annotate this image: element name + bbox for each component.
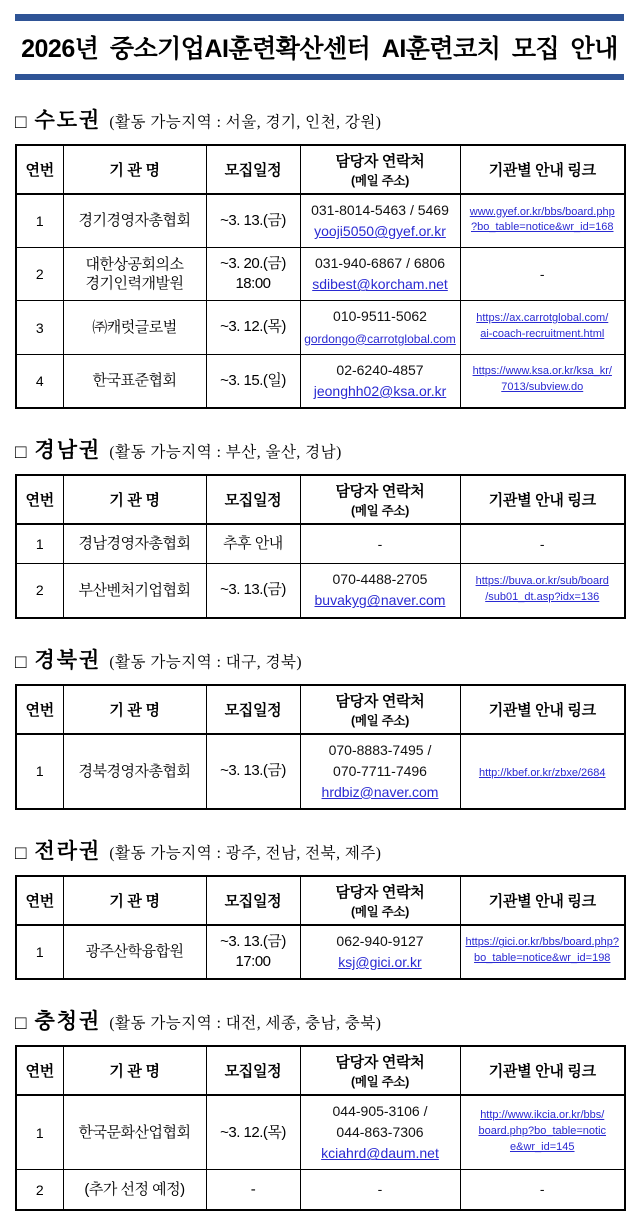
section-name: 충청권 bbox=[34, 1009, 102, 1034]
schedule-line: ~3. 12.(목) bbox=[220, 1123, 286, 1141]
org-link-line: ?bo_table=notice&wr_id=168 bbox=[470, 221, 614, 234]
cell-org-name bbox=[63, 354, 206, 408]
cell-schedule bbox=[206, 248, 300, 301]
cell-org-link bbox=[460, 524, 625, 564]
table-header-row bbox=[16, 1046, 625, 1095]
header-contact bbox=[300, 475, 460, 524]
table-header bbox=[16, 475, 625, 524]
schedule-line: - bbox=[250, 1180, 256, 1198]
cell-row-number: 2 bbox=[16, 1170, 63, 1210]
table-body bbox=[16, 1095, 625, 1210]
schedule-line: 18:00 bbox=[235, 275, 271, 293]
table-row bbox=[16, 1170, 625, 1210]
page-title: 2026년 중소기업AI훈련확산센터 AI훈련코치 모집 안내 bbox=[21, 35, 618, 63]
org-link-line: http://kbef.or.kr/zbxe/2684 bbox=[478, 766, 606, 779]
header-schedule: 모집일정 bbox=[206, 475, 300, 524]
cell-schedule bbox=[206, 925, 300, 979]
contact-phone: 010-9511-5062 bbox=[333, 308, 427, 325]
cell-row-number: 1 bbox=[16, 1095, 63, 1170]
section-name: 경북권 bbox=[34, 647, 102, 672]
org-link-line: http://www.ikcia.or.kr/bbs/ bbox=[480, 1109, 605, 1122]
cell-row-number: 4 bbox=[16, 354, 63, 408]
header-contact-line2: (메일 주소) bbox=[351, 713, 409, 728]
schedule-line: ~3. 13.(금) bbox=[220, 762, 286, 780]
contact-phone: 062-940-9127 bbox=[336, 932, 424, 949]
cell-org-name bbox=[63, 564, 206, 618]
cell-org-name bbox=[63, 194, 206, 248]
cell-org-name bbox=[63, 248, 206, 301]
org-name-line: 한국표준협회 bbox=[92, 372, 177, 390]
title-top-rule bbox=[15, 14, 624, 21]
schedule-line: ~3. 13.(금) bbox=[220, 211, 286, 229]
schedule-line: ~3. 13.(금) bbox=[220, 581, 286, 599]
email-link[interactable]: sdibest@korcham.net bbox=[312, 276, 448, 293]
cell-org-link bbox=[460, 301, 625, 354]
cell-row-number: 3 bbox=[16, 301, 63, 354]
email-link[interactable]: yooji5050@gyef.or.kr bbox=[314, 223, 446, 240]
schedule-line: ~3. 20.(금) bbox=[220, 255, 286, 273]
table-body bbox=[16, 194, 625, 408]
org-link-line: https://ax.carrotglobal.com/ bbox=[476, 311, 609, 324]
table-row bbox=[16, 301, 625, 354]
org-name-line: (추가 선정 예정) bbox=[84, 1180, 185, 1198]
table-row bbox=[16, 248, 625, 301]
cell-contact bbox=[300, 1095, 460, 1170]
cell-org-name bbox=[63, 925, 206, 979]
cell-schedule bbox=[206, 524, 300, 564]
checkbox-square-icon: □ bbox=[15, 1013, 27, 1035]
section-heading bbox=[15, 434, 624, 464]
region-section-chungcheong bbox=[15, 1005, 624, 1211]
cell-org-link bbox=[460, 1095, 625, 1170]
link-empty-dash: - bbox=[539, 535, 545, 552]
header-org: 기 관 명 bbox=[63, 1046, 206, 1095]
cell-org-name bbox=[63, 1095, 206, 1170]
org-name-line: 경북경영자총협회 bbox=[78, 762, 191, 780]
header-org: 기 관 명 bbox=[63, 475, 206, 524]
header-link: 기관별 안내 링크 bbox=[460, 876, 625, 925]
header-no: 연번 bbox=[16, 145, 63, 194]
header-contact-line1: 담당자 연락처 bbox=[335, 1054, 425, 1072]
header-contact-line2: (메일 주소) bbox=[351, 174, 409, 188]
cell-contact bbox=[300, 564, 460, 618]
table-header-row bbox=[16, 876, 625, 925]
header-no: 연번 bbox=[16, 475, 63, 524]
cell-org-name bbox=[63, 734, 206, 809]
table-row bbox=[16, 524, 625, 564]
section-regions: (활동 가능지역 : 서울, 경기, 인천, 강원) bbox=[109, 114, 382, 131]
contact-phone: 070-8883-7495 / bbox=[328, 741, 432, 758]
cell-org-link bbox=[460, 564, 625, 618]
cell-org-link bbox=[460, 248, 625, 301]
table-header-row bbox=[16, 685, 625, 734]
cell-contact bbox=[300, 194, 460, 248]
header-contact bbox=[300, 876, 460, 925]
cell-org-link bbox=[460, 734, 625, 809]
cell-contact bbox=[300, 248, 460, 301]
org-link-line: bo_table=notice&wr_id=198 bbox=[474, 952, 611, 965]
header-contact-line1: 담당자 연락처 bbox=[335, 482, 425, 500]
table-header-row bbox=[16, 145, 625, 194]
org-info-link[interactable] bbox=[478, 1108, 606, 1156]
header-org: 기 관 명 bbox=[63, 145, 206, 194]
section-regions: (활동 가능지역 : 대전, 세종, 충남, 충북) bbox=[109, 1015, 382, 1033]
section-regions: (활동 가능지역 : 대구, 경북) bbox=[109, 653, 303, 671]
schedule-line: ~3. 13.(금) bbox=[220, 932, 286, 950]
region-section-gyeongnam bbox=[15, 434, 624, 619]
contact-phone: 044-905-3106 / bbox=[332, 1103, 428, 1120]
header-contact-line2: (메일 주소) bbox=[351, 904, 409, 919]
cell-schedule bbox=[206, 194, 300, 248]
header-link: 기관별 안내 링크 bbox=[460, 685, 625, 734]
cell-org-link bbox=[460, 925, 625, 979]
region-section-sudogwon bbox=[15, 104, 624, 409]
org-info-link[interactable] bbox=[473, 364, 612, 396]
org-name-line: 대한상공회의소 bbox=[85, 255, 184, 273]
cell-org-name bbox=[63, 1170, 206, 1210]
org-name-line: 경기인력개발원 bbox=[85, 275, 184, 293]
title-bottom-rule bbox=[15, 74, 624, 80]
table-row bbox=[16, 1095, 625, 1170]
header-org: 기 관 명 bbox=[63, 685, 206, 734]
org-name-line: 부산벤처기업협회 bbox=[78, 581, 191, 599]
cell-row-number: 1 bbox=[16, 925, 63, 979]
schedule-line: 17:00 bbox=[235, 953, 271, 971]
recruitment-table bbox=[15, 684, 626, 810]
org-link-line: board.php?bo_table=notic bbox=[478, 1125, 607, 1138]
contact-phone: 031-940-6867 / 6806 bbox=[315, 255, 445, 272]
org-link-line: e&wr_id=145 bbox=[509, 1141, 575, 1154]
contact-empty-dash: - bbox=[377, 1181, 383, 1198]
cell-row-number: 1 bbox=[16, 734, 63, 809]
checkbox-square-icon: □ bbox=[15, 651, 27, 673]
email-link[interactable]: ksj@gici.or.kr bbox=[338, 954, 422, 971]
table-row bbox=[16, 194, 625, 248]
cell-contact bbox=[300, 354, 460, 408]
cell-row-number: 2 bbox=[16, 564, 63, 618]
recruitment-table bbox=[15, 1045, 626, 1211]
document-title-block bbox=[15, 14, 624, 80]
org-name-line: 경기경영자총협회 bbox=[78, 212, 191, 230]
org-info-link[interactable] bbox=[470, 205, 615, 237]
table-row bbox=[16, 564, 625, 618]
org-link-line: https://gici.or.kr/bbs/board.php? bbox=[465, 936, 619, 949]
table-header bbox=[16, 1046, 625, 1095]
cell-org-name bbox=[63, 301, 206, 354]
link-empty-dash: - bbox=[539, 265, 545, 282]
table-body bbox=[16, 524, 625, 618]
table-row bbox=[16, 354, 625, 408]
org-info-link[interactable] bbox=[466, 935, 619, 967]
header-no: 연번 bbox=[16, 1046, 63, 1095]
header-schedule: 모집일정 bbox=[206, 1046, 300, 1095]
table-header bbox=[16, 876, 625, 925]
cell-schedule bbox=[206, 354, 300, 408]
cell-org-link bbox=[460, 1170, 625, 1210]
table-row bbox=[16, 734, 625, 809]
org-link-line: /sub01_dt.asp?idx=136 bbox=[485, 590, 600, 603]
recruitment-table bbox=[15, 144, 626, 409]
section-regions: (활동 가능지역 : 광주, 전남, 전북, 제주) bbox=[109, 844, 382, 862]
schedule-line: ~3. 15.(일) bbox=[220, 371, 286, 389]
schedule-line: 추후 안내 bbox=[223, 535, 283, 552]
checkbox-square-icon: □ bbox=[15, 842, 27, 864]
header-schedule: 모집일정 bbox=[206, 685, 300, 734]
contact-phone: 044-863-7306 bbox=[336, 1124, 424, 1141]
cell-contact bbox=[300, 1170, 460, 1210]
cell-schedule bbox=[206, 564, 300, 618]
contact-phone: 02-6240-4857 bbox=[336, 361, 424, 378]
org-name-line: 광주산학융합원 bbox=[85, 943, 184, 961]
cell-schedule bbox=[206, 1095, 300, 1170]
table-row bbox=[16, 925, 625, 979]
header-contact bbox=[300, 1046, 460, 1095]
org-name-line: ㈜캐럿글로벌 bbox=[92, 318, 177, 336]
link-empty-dash: - bbox=[539, 1181, 545, 1198]
header-contact-line1: 담당자 연락처 bbox=[335, 153, 425, 170]
header-link: 기관별 안내 링크 bbox=[460, 1046, 625, 1095]
header-schedule: 모집일정 bbox=[206, 145, 300, 194]
header-contact bbox=[300, 685, 460, 734]
section-heading bbox=[15, 104, 624, 134]
sections-container bbox=[15, 104, 624, 1211]
section-heading bbox=[15, 644, 624, 674]
org-link-line: 7013/subview.do bbox=[501, 381, 584, 394]
org-link-line: www.gyef.or.kr/bbs/board.php bbox=[469, 205, 615, 218]
cell-contact bbox=[300, 524, 460, 564]
org-name-line: 경남경영자총협회 bbox=[78, 535, 191, 553]
section-name: 수도권 bbox=[34, 108, 102, 132]
header-contact-line1: 담당자 연락처 bbox=[335, 692, 425, 710]
header-contact-line1: 담당자 연락처 bbox=[335, 883, 425, 901]
email-link[interactable]: gordongo@carrotglobal.com bbox=[304, 331, 456, 346]
header-org: 기 관 명 bbox=[63, 876, 206, 925]
table-header bbox=[16, 685, 625, 734]
cell-row-number: 2 bbox=[16, 248, 63, 301]
cell-contact bbox=[300, 925, 460, 979]
recruitment-table bbox=[15, 875, 626, 980]
cell-schedule bbox=[206, 734, 300, 809]
header-contact-line2: (메일 주소) bbox=[351, 1075, 409, 1090]
table-body bbox=[16, 734, 625, 809]
email-link[interactable]: hrdbiz@naver.com bbox=[321, 783, 439, 800]
cell-row-number: 1 bbox=[16, 524, 63, 564]
org-link-line: https://buva.or.kr/sub/board bbox=[475, 574, 609, 587]
cell-row-number: 1 bbox=[16, 194, 63, 248]
header-schedule: 모집일정 bbox=[206, 876, 300, 925]
contact-phone: 070-7711-7496 bbox=[333, 762, 427, 779]
section-regions: (활동 가능지역 : 부산, 울산, 경남) bbox=[109, 443, 342, 461]
header-link: 기관별 안내 링크 bbox=[460, 475, 625, 524]
cell-org-link bbox=[460, 194, 625, 248]
cell-org-name bbox=[63, 524, 206, 564]
cell-schedule bbox=[206, 1170, 300, 1210]
cell-contact bbox=[300, 301, 460, 354]
contact-phone: 031-8014-5463 / 5469 bbox=[311, 202, 449, 218]
schedule-line: ~3. 12.(목) bbox=[220, 318, 286, 336]
header-contact-line2: (메일 주소) bbox=[351, 503, 409, 518]
email-link[interactable]: jeonghh02@ksa.or.kr bbox=[313, 382, 447, 399]
header-contact bbox=[300, 145, 460, 194]
email-link[interactable]: kciahrd@daum.net bbox=[321, 1145, 439, 1162]
cell-contact bbox=[300, 734, 460, 809]
table-body bbox=[16, 925, 625, 979]
region-section-gyeongbuk bbox=[15, 644, 624, 810]
contact-empty-dash: - bbox=[377, 535, 383, 552]
checkbox-square-icon: □ bbox=[15, 112, 27, 133]
section-heading bbox=[15, 835, 624, 865]
org-link-line: ai-coach-recruitment.html bbox=[480, 327, 605, 340]
cell-org-link bbox=[460, 354, 625, 408]
checkbox-square-icon: □ bbox=[15, 441, 27, 463]
table-header-row bbox=[16, 475, 625, 524]
section-heading bbox=[15, 1005, 624, 1035]
region-section-jeolla bbox=[15, 835, 624, 980]
section-name: 경남권 bbox=[34, 437, 102, 462]
org-name-line: 한국문화산업협회 bbox=[78, 1124, 191, 1142]
org-link-line: https://www.ksa.or.kr/ksa_kr/ bbox=[472, 365, 612, 378]
header-link: 기관별 안내 링크 bbox=[460, 145, 625, 194]
cell-schedule bbox=[206, 301, 300, 354]
recruitment-table bbox=[15, 474, 626, 619]
section-name: 전라권 bbox=[34, 838, 102, 863]
org-info-link[interactable] bbox=[476, 311, 608, 343]
header-no: 연번 bbox=[16, 876, 63, 925]
table-header bbox=[16, 145, 625, 194]
email-link[interactable]: buvakyg@naver.com bbox=[314, 592, 446, 609]
header-no: 연번 bbox=[16, 685, 63, 734]
contact-phone: 070-4488-2705 bbox=[332, 571, 428, 588]
org-info-link[interactable] bbox=[476, 574, 609, 606]
org-info-link[interactable] bbox=[479, 766, 606, 782]
